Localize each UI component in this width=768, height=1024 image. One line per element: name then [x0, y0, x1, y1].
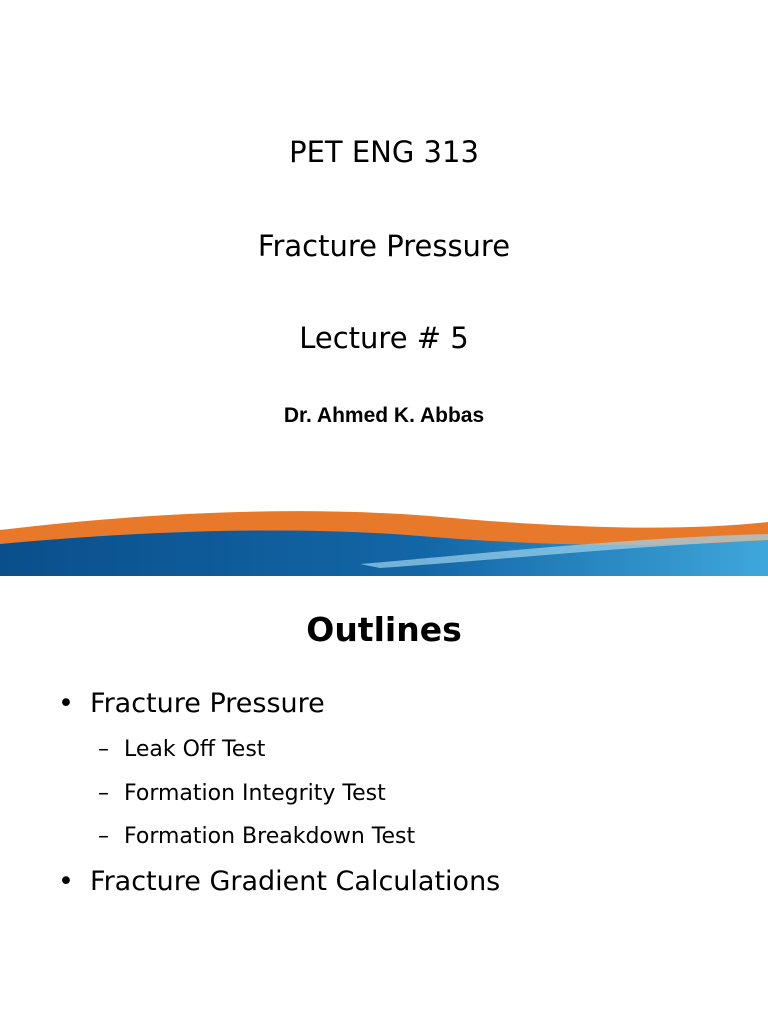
author-name: Dr. Ahmed K. Abbas: [283, 404, 485, 427]
lecture-topic: Fracture Pressure: [257, 229, 511, 263]
outline-subitem: [98, 823, 415, 851]
outline-subitem-text: Leak Off Test: [124, 737, 266, 762]
outline-subitem: [98, 780, 386, 808]
lecture-number: Lecture # 5: [299, 321, 469, 355]
decorative-wave: [0, 504, 768, 576]
dash-icon: –: [98, 737, 109, 762]
outline-slide: [0, 576, 768, 1024]
outline-item-text: Fracture Gradient Calculations: [90, 866, 501, 897]
outline-subitem-text: Formation Integrity Test: [124, 781, 386, 806]
outline-item: [58, 688, 325, 720]
course-code: PET ENG 313: [289, 135, 479, 169]
outline-title: Outlines: [306, 610, 462, 649]
dash-icon: –: [98, 824, 109, 849]
outline-subitem-text: Formation Breakdown Test: [124, 824, 416, 849]
bullet-icon: •: [58, 866, 74, 897]
outline-subitem: [98, 736, 265, 764]
bullet-icon: •: [58, 688, 74, 719]
outline-item-text: Fracture Pressure: [90, 688, 325, 719]
dash-icon: –: [98, 781, 109, 806]
outline-item: [58, 866, 500, 898]
